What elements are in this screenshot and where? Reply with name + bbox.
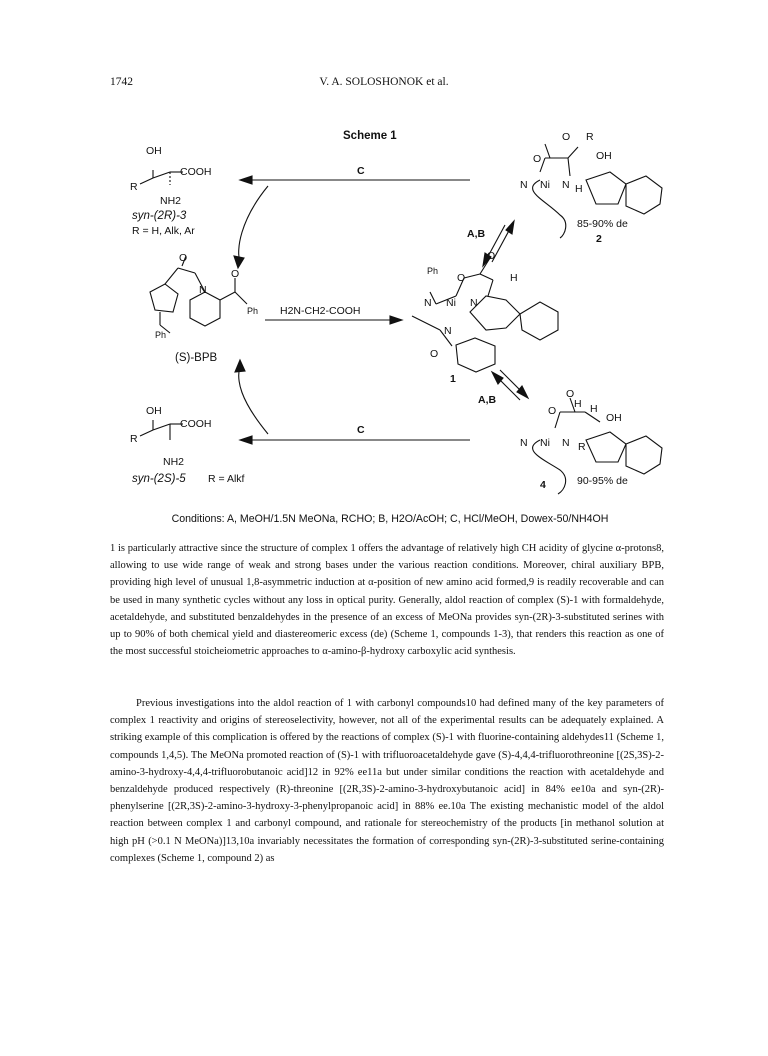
running-head: V. A. SOLOSHONOK et al. [319, 76, 449, 88]
atom-h: H [575, 183, 583, 195]
atom-n: N [470, 297, 478, 309]
atom-ph: Ph [427, 266, 439, 276]
atom-nh2: NH2 [160, 195, 182, 207]
syn-2s-5-label: syn-(2S)-5 [132, 473, 186, 485]
atom-ni: Ni [446, 297, 456, 309]
atom-n: N [520, 179, 528, 191]
scheme-title: Scheme 1 [343, 130, 397, 142]
body-paragraph-1: 1 is particularly attractive since the structure of complex 1 offers the advantage of relatively high CH acidity of glycine α-protons8, allowing to use wide range of weak and strong bases under the various reaction conditions. Moreover, chiral auxiliary BPB, providing high level of unusual 1,8-asymmetric induction at α-position of new amino acid formed,9 is readily recoverable and can be used in many synthetic cycles without any loss in optical purity. Generally, aldol reaction of complex (S)-1 with formaldehyde, acetaldehyde, and substituted benzaldehydes in the presence of an excess of MeONa provides syn-(2R)-3-substituted serines with up to 90% of both chemical yield and diastereomeric excess (de) (Scheme 1, compounds 1-3), that renders this reaction as one of the most successful stoicheiometric approaches to α-amino-β-hydroxy carboxylic acid synthesis. [110, 543, 664, 658]
atom-o: O [231, 268, 240, 280]
compound-2-number: 2 [596, 233, 602, 245]
atom-ni: Ni [540, 437, 550, 449]
atom-n: N [562, 437, 570, 449]
atom-n: N [424, 297, 432, 309]
atom-o: O [562, 131, 571, 143]
atom-r: R [130, 181, 138, 193]
atom-r: R [586, 131, 594, 143]
body-paragraph-2: Previous investigations into the aldol reaction of 1 with carbonyl compounds10 had defined many of the key parameters of complex 1 reactivity and origins of stereoselectivity, however, not all of the experimental results can be adequately explained. A striking example of this complication is offered by the reactions of complex (S)-1 with fluorine-containing aldehydes11 (Scheme 1, compounds 1,4,5). The MeONa promoted reaction of (S)-1 with trifluoroacetaldehyde gave (S)-4,4,4-trifluorothreonine [(2S,3S)-2-amino-3-hydroxy-4,4,4-trifluorobutanoic acid]12 in 92% ee11a but under similar conditions the reaction with acetaldehyde and benzaldehyde produced respectively (R)-threonine [(2R,3S)-2-amino-3-hydroxybutanoic acid] in 84% ee10a and syn-(2R)-phenylserine [(2R,3S)-2-amino-3-hydroxy-3-phenylpropanoic acid] in 88% ee.10a The existing mechanistic model of the aldol reaction between complex 1 and carbonyl compound, and rationale for stereochemistry of the products [in methanol solution at high pH (>0.1 N MeONa)]13,10a invariably necessitates the formation of corresponding syn-(2R)-3-substituted serine-containing complexes (Scheme 1, compound 2) as [110, 698, 664, 864]
bpb-label: (S)-BPB [175, 352, 218, 364]
page-number: 1742 [110, 76, 133, 88]
atom-n: N [444, 325, 452, 337]
de-top: 85-90% de [577, 218, 628, 230]
atom-h: H [590, 403, 598, 415]
syn-2r-3-label: syn-(2R)-3 [132, 210, 187, 222]
atom-o: O [179, 252, 188, 264]
conditions-caption: Conditions: A, MeOH/1.5N MeONa, RCHO; B, H2O/AcOH; C, HCl/MeOH, Dowex-50/NH4OH [171, 513, 609, 525]
atom-n: N [199, 284, 207, 296]
compound-1-number: 1 [450, 373, 456, 385]
atom-r: R [578, 441, 586, 453]
atom-ni: Ni [540, 179, 550, 191]
arrow-ab-bottom-label: A,B [478, 394, 497, 406]
atom-o: O [548, 405, 557, 417]
atom-oh: OH [146, 145, 162, 157]
atom-oh: OH [606, 412, 622, 424]
atom-cooh: COOH [180, 418, 212, 430]
atom-n: N [520, 437, 528, 449]
compound-4-number: 4 [540, 479, 546, 491]
arrow-c-top-label: C [357, 165, 365, 177]
atom-o: O [487, 250, 496, 262]
syn-2s-5-r-group: R = Alkf [208, 473, 245, 485]
atom-h: H [510, 272, 518, 284]
atom-o: O [457, 272, 466, 284]
atom-o: O [430, 348, 439, 360]
atom-n: N [562, 179, 570, 191]
arrow-ab-top-label: A,B [467, 228, 486, 240]
atom-r: R [130, 433, 138, 445]
atom-o: O [566, 388, 575, 400]
atom-oh: OH [146, 405, 162, 417]
arrow-c-bottom-label: C [357, 424, 365, 436]
atom-ph: Ph [247, 306, 259, 316]
atom-o: O [533, 153, 542, 165]
atom-oh: OH [596, 150, 612, 162]
atom-cooh: COOH [180, 166, 212, 178]
atom-ph: Ph [155, 330, 167, 340]
glycine-reagent: H2N-CH2-COOH [280, 305, 361, 317]
atom-nh2: NH2 [163, 456, 185, 468]
de-bottom: 90-95% de [577, 475, 628, 487]
syn-2r-3-r-groups: R = H, Alk, Ar [132, 225, 195, 237]
atom-h: H [574, 398, 582, 410]
